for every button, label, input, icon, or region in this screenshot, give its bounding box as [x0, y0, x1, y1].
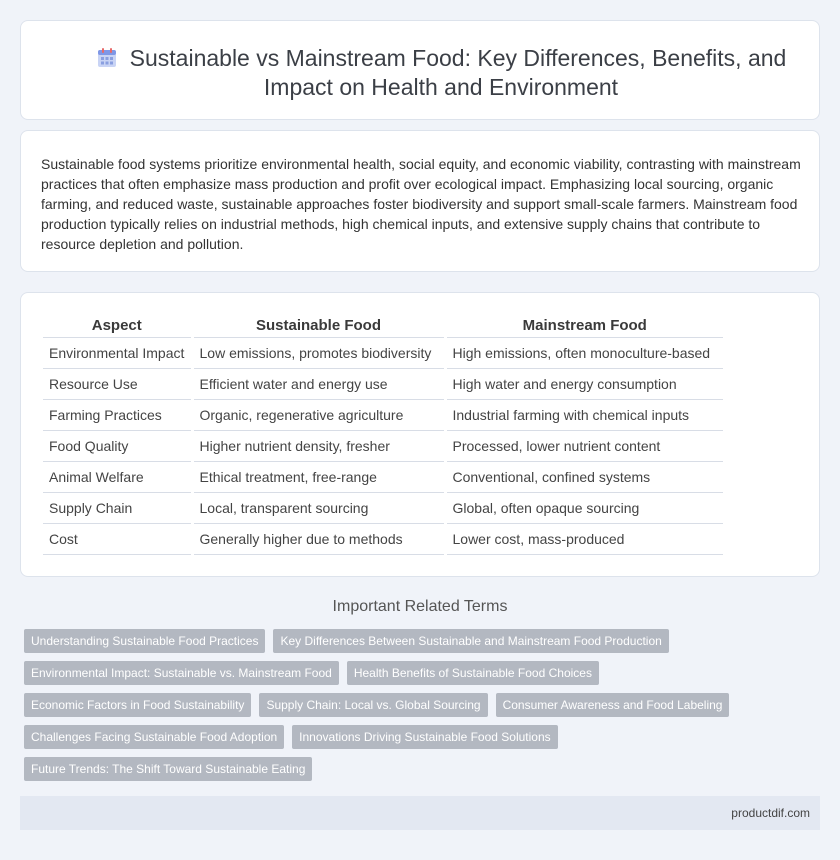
header-card — [20, 20, 820, 120]
page-title — [81, 44, 801, 102]
table-row — [43, 430, 723, 461]
footer — [20, 796, 820, 830]
table-cell: Conventional, confined systems — [445, 461, 723, 492]
table-row — [43, 523, 723, 554]
column-header-sustainable: Sustainable Food — [192, 315, 445, 337]
table-cell: Low emissions, promotes biodiversity — [192, 337, 445, 368]
comparison-table-card — [20, 292, 820, 577]
table-cell: Ethical treatment, free-range — [192, 461, 445, 492]
column-header-aspect: Aspect — [43, 315, 192, 337]
table-header-row — [43, 315, 723, 337]
table-cell: Local, transparent sourcing — [192, 492, 445, 523]
table-cell: Generally higher due to methods — [192, 523, 445, 554]
related-term-tag[interactable]: Health Benefits of Sustainable Food Choices — [347, 661, 599, 685]
comparison-table — [43, 315, 723, 555]
related-term-tag[interactable]: Economic Factors in Food Sustainability — [24, 693, 251, 717]
column-header-mainstream: Mainstream Food — [445, 315, 723, 337]
table-cell: Lower cost, mass-produced — [445, 523, 723, 554]
table-cell: Farming Practices — [43, 399, 192, 430]
table-cell: Environmental Impact — [43, 337, 192, 368]
related-term-tag[interactable]: Key Differences Between Sustainable and Mainstream Food Production — [273, 629, 668, 653]
related-term-tag[interactable]: Understanding Sustainable Food Practices — [24, 629, 265, 653]
table-cell: Processed, lower nutrient content — [445, 430, 723, 461]
table-cell: Industrial farming with chemical inputs — [445, 399, 723, 430]
table-cell: Supply Chain — [43, 492, 192, 523]
calendar-icon — [96, 47, 118, 69]
table-row — [43, 368, 723, 399]
page-title-text: Sustainable vs Mainstream Food: Key Differences, Benefits, and Impact on Health and Environment — [129, 45, 787, 100]
table-cell: Resource Use — [43, 368, 192, 399]
intro-paragraph: Sustainable food systems prioritize environmental health, social equity, and economic viability, contrasting with mainstream practices that often emphasize mass production and profit over ecological impact. Emphasizing local sourcing, organic farming, and reduced waste, sustainable approaches foster biodiversity and support small-scale farmers. Mainstream food production typically relies on industrial methods, high chemical inputs, and extensive supply chains that contribute to resource depletion and pollution. — [41, 156, 801, 252]
table-row — [43, 492, 723, 523]
table-row — [43, 461, 723, 492]
table-cell: Cost — [43, 523, 192, 554]
table-cell: Animal Welfare — [43, 461, 192, 492]
table-cell: High water and energy consumption — [445, 368, 723, 399]
related-term-tag[interactable]: Challenges Facing Sustainable Food Adoption — [24, 725, 284, 749]
table-cell: Food Quality — [43, 430, 192, 461]
related-terms-list — [24, 629, 824, 789]
table-row — [43, 399, 723, 430]
table-cell: Efficient water and energy use — [192, 368, 445, 399]
related-term-tag[interactable]: Future Trends: The Shift Toward Sustainable Eating — [24, 757, 312, 781]
related-term-tag[interactable]: Innovations Driving Sustainable Food Solutions — [292, 725, 557, 749]
table-cell: Global, often opaque sourcing — [445, 492, 723, 523]
intro-card — [20, 130, 820, 272]
related-terms-heading: Important Related Terms — [332, 598, 508, 615]
table-row — [43, 337, 723, 368]
related-term-tag[interactable]: Supply Chain: Local vs. Global Sourcing — [259, 693, 487, 717]
related-term-tag[interactable]: Consumer Awareness and Food Labeling — [496, 693, 730, 717]
table-cell: Organic, regenerative agriculture — [192, 399, 445, 430]
footer-brand-link[interactable]: productdif.com — [731, 806, 810, 820]
table-cell: High emissions, often monoculture-based — [445, 337, 723, 368]
related-term-tag[interactable]: Environmental Impact: Sustainable vs. Mainstream Food — [24, 661, 339, 685]
table-cell: Higher nutrient density, fresher — [192, 430, 445, 461]
